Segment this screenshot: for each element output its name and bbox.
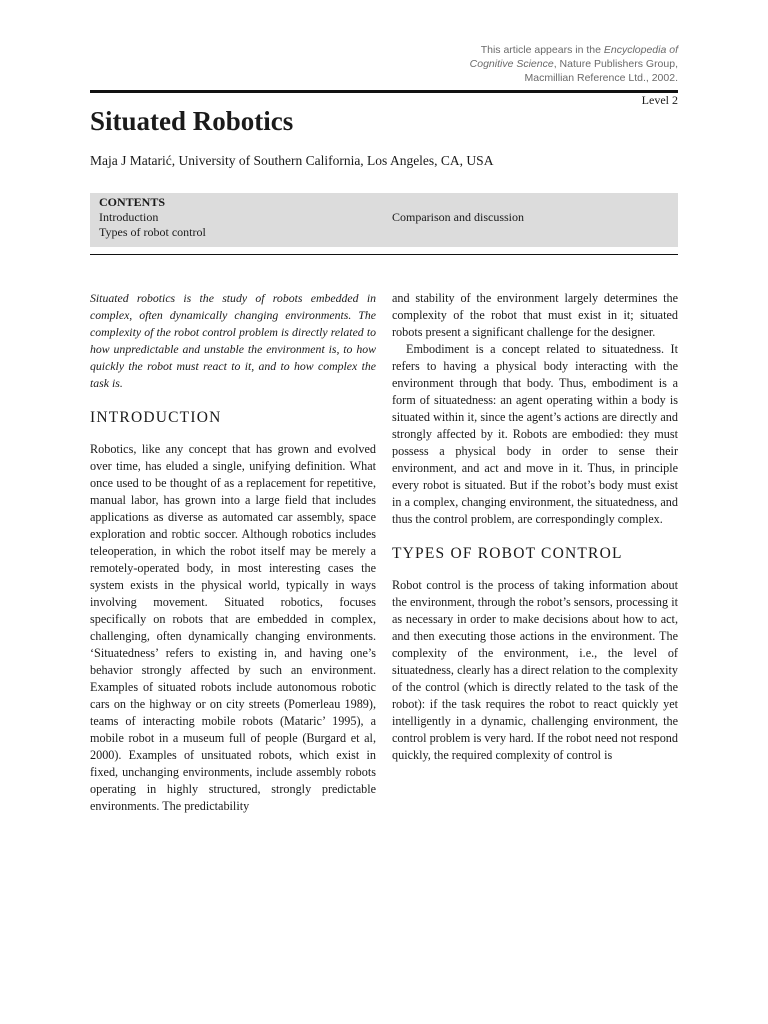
article-title: Situated Robotics: [90, 106, 294, 136]
level-label: Level 2: [641, 93, 678, 107]
left-column: [90, 290, 376, 815]
contents-item-introduction[interactable]: Introduction: [99, 210, 159, 224]
robot-control-paragraph: Robot control is the process of taking information about the environment, through the robot’s sensors, processing it as necessary in order to make decisions about how to act, and then executing those actions in the environment. The complexity of the environment, i.e., the level of situatedness, clearly has a direct relation to the complexity of the control (which is directly related to the task of the robot): if the task requires the robot to react quickly yet intelligently in a dynamic, challenging environment, the control problem is very hard. If the robot need not respond quickly, the required complexity of control is: [392, 578, 678, 762]
notice-line-2: Cognitive Science, Nature Publishers Group,: [469, 58, 678, 70]
notice-line-3: Macmillian Reference Ltd., 2002.: [524, 72, 678, 84]
section-heading-introduction: INTRODUCTION: [90, 409, 222, 426]
author-line: Maja J Matarić, University of Southern California, Los Angeles, CA, USA: [90, 153, 494, 168]
contents-item-types-of-robot-control[interactable]: Types of robot control: [99, 225, 206, 239]
contents-rule: [90, 254, 678, 255]
right-column: [392, 290, 678, 764]
body-paragraph-continued: and stability of the environment largely determines the complexity of the robot that must exist in it; situated robots present a significant challenge for the designer.: [392, 291, 678, 339]
contents-item-comparison[interactable]: Comparison and discussion: [392, 210, 524, 224]
contents-column-1: [99, 210, 206, 240]
contents-column-2: [392, 210, 524, 225]
contents-heading: CONTENTS: [99, 195, 166, 209]
top-rule: [90, 90, 678, 93]
notice-line-1: This article appears in the Encyclopedia of: [480, 44, 678, 56]
abstract: Situated robotics is the study of robots embedded in complex, often dynamically changing environments. The complexity of the robot control problem is directly related to how unpredictable and unstable the environment is, to how quickly the robot must react to it, and to how complex the task is.: [90, 291, 376, 390]
section-heading-robot-control: TYPES OF ROBOT CONTROL: [392, 545, 623, 562]
embodiment-paragraph: Embodiment is a concept related to situatedness. It refers to having a physical body interacting with the environment through that body. Thus, embodiment is a form of situatedness: an agent operating within a body is situated within it, since the agent’s actions are directly and strongly affected by it. Robots are embodied: they must possess a physical body in order to sense their environment, and act and move in it. Thus, in principle every robot is situated. But if the robot’s body must exist in a complex, changing environment, the situatedness, and thus the control problem, are correspondingly complex.: [392, 342, 678, 526]
publication-notice: [378, 43, 678, 85]
contents-box: [90, 193, 678, 247]
introduction-paragraph: Robotics, like any concept that has grown and evolved over time, has eluded a single, unifying definition. What once used to be thought of as a replacement for repetitive, manual labor, has grown into a large field that includes applications as diverse as automated car assembly, space exploration and robtic soccer. Although robotics includes teleoperation, in which the robot itself may be merely a remotely-operated body, in most interesting cases the system exists in the physical world, typically in ways involving movement. Situated robotics, focuses specifically on robots that are embedded in complex, challenging, often dynamically changing environments. ‘Situatedness’ refers to existing in, and having one’s behavior strongly affected by such an environment. Examples of situated robots include autonomous robotic cars on the highway or on city streets (Pomerleau 1989), teams of interacting mobile robots (Mataric’ 1995), a mobile robot in a museum full of people (Burgard et al, 2000). Examples of unsituated robots, which exist in fixed, unchanging environments, include assembly robots operating in highly structured, strongly predictable environments. The predictability: [90, 442, 376, 813]
